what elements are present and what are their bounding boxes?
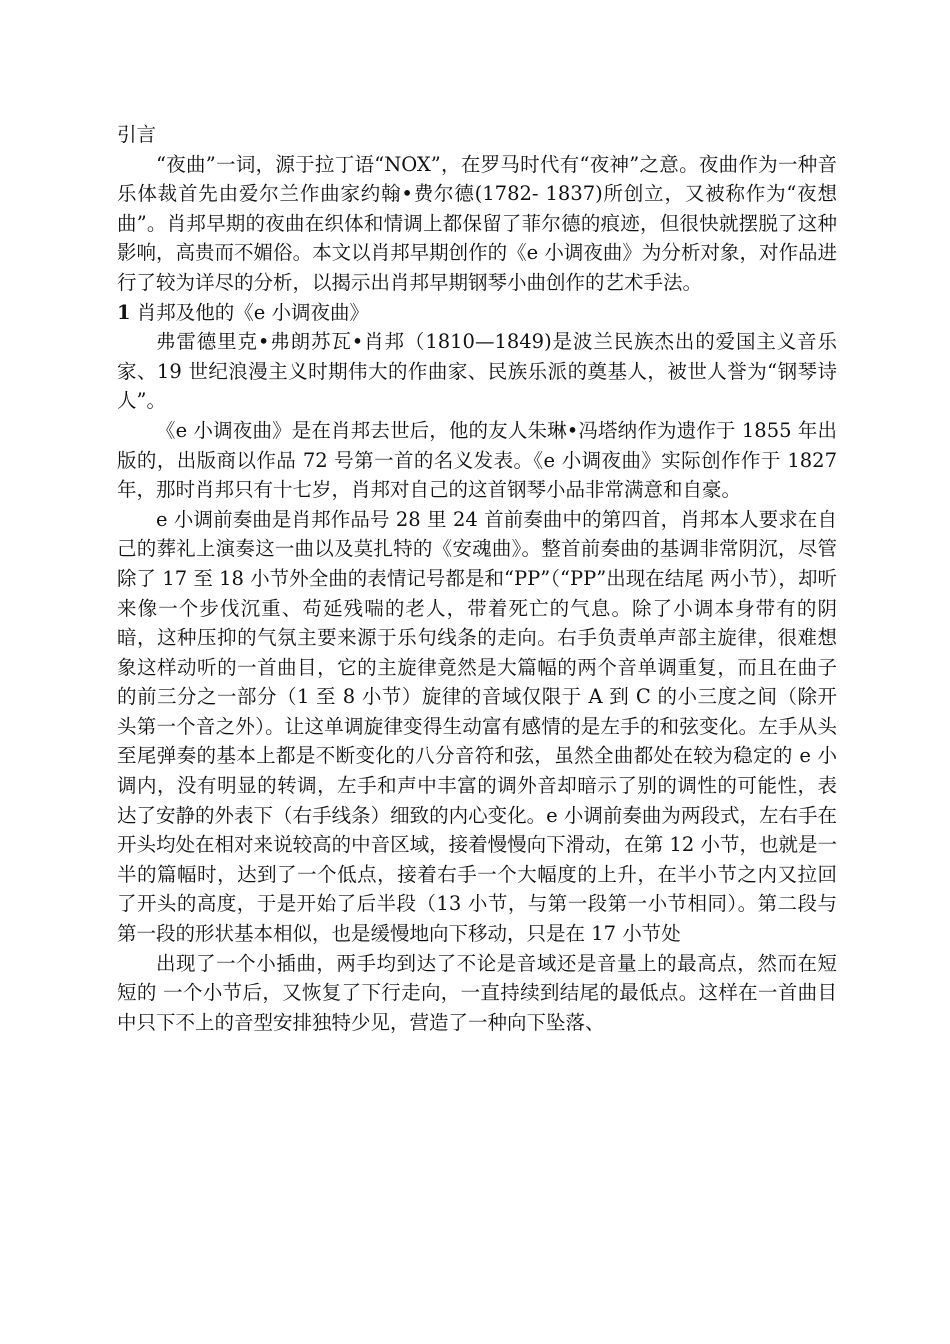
section-title: 肖邦及他的《e 小调夜曲》 — [130, 300, 370, 324]
section-number: 1 — [117, 300, 131, 324]
intro-paragraph: “夜曲”一词，源于拉丁语“NOX”，在罗马时代有“夜神”之意。夜曲作为一种音乐体裁首先由爱尔兰作曲家约翰•费尔德(1782- 1837)所创立，又被称作为“夜想曲”。肖邦早期的夜曲在织体和情调上都保留了菲尔德的痕迹，但很快就摆脱了这种影响，高贵而不媚俗。本文以肖邦早期创作的《e 小调夜曲》为分析对象，对作品进行了较为详尽的分析，以揭示出肖邦早期钢琴小曲创作的艺术手法。 — [117, 152, 837, 294]
paragraph-prelude-analysis: e 小调前奏曲是肖邦作品号 28 里 24 首前奏曲中的第四首，肖邦本人要求在自己的葬礼上演奏这一曲以及莫扎特的《安魂曲》。整首前奏曲的基调非常阴沉，尽管除了 17 至 18 小节外全曲的表情记号都是和“PP”（“PP”出现在结尾 两小节），却听来像一个步伐沉重、苟延残喘的老人，带着死亡的气息。除了小调本身带有的阴暗，这种压抑的气氛主要来源于乐句线条的走向。右手负责单声部主旋律，很难想象这样动听的一首曲目，它的主旋律竟然是大篇幅的两个音单调重复，而且在曲子的前三分之一部分（1 至 8 小节）旋律的音域仅限于 A 到 C 的小三度之间（除开头第一个音之外）。让这单调旋律变得生动富有感情的是左手的和弦变化。左手从头至尾弹奏的基本上都是不断变化的八分音符和弦，虽然全曲都处在较为稳定的 e 小调内，没有明显的转调，左手和声中丰富的调外音却暗示了别的调性的可能性，表达了安静的外表下（右手线条）细致的内心变化。e 小调前奏曲为两段式，左右手在开头均处在相对来说较高的中音区域，接着慢慢向下滑动，在第 12 小节，也就是一半的篇幅时，达到了一个低点，接着右手一个大幅度的上升，在半小节之内又拉回了开头的高度，于是开始了后半段（13 小节，与第一段第一小节相同）。第二段与第一段的形状基本相似，也是缓慢地向下移动，只是在 17 小节处 — [117, 507, 837, 946]
paragraph-chopin-bio: 弗雷德里克•弗朗苏瓦•肖邦（1810—1849)是波兰民族杰出的爱国主义音乐家、19 世纪浪漫主义时期伟大的作曲家、民族乐派的奠基人，被世人誉为“钢琴诗人”。 — [117, 330, 837, 413]
section-heading — [117, 298, 837, 328]
paragraph-continuation: 出现了一个小插曲，两手均到达了不论是音域还是音量上的最高点，然而在短短的 一个小节后，又恢复了下行走向，一直持续到结尾的最低点。这样在一首曲目中只下不上的音型安排独特少见，营造了一种向下坠落、 — [117, 951, 837, 1034]
document-body — [117, 120, 837, 1037]
intro-heading: 引言 — [117, 123, 157, 146]
paragraph-nocturne-publication: 《e 小调夜曲》是在肖邦去世后，他的友人朱琳•冯塔纳作为遗作于 1855 年出版的，出版商以作品 72 号第一首的名义发表。《e 小调夜曲》实际创作作于 1827 年，那时肖邦只有十七岁，肖邦对自己的这首钢琴小品非常满意和自豪。 — [117, 418, 837, 502]
